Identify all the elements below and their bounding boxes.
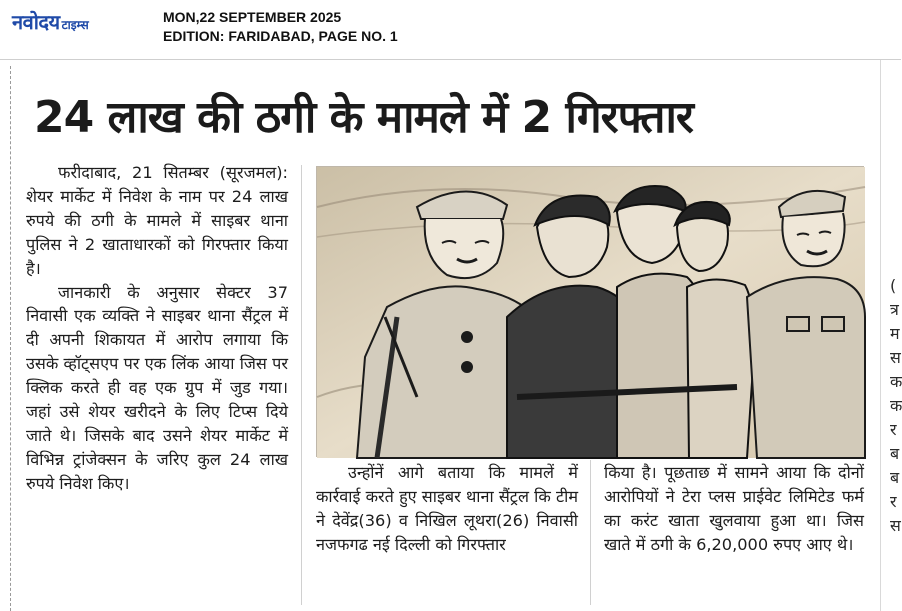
page-header <box>0 0 901 60</box>
article-column-right <box>604 461 864 557</box>
newspaper-logo[interactable] <box>12 8 89 32</box>
article-paragraph-3: उन्होंनें आगे बताया कि मामलें में कार्रवाई करते हुए साइबर थाना सैंट्रल कि टीम ने देवेंद्र(36) व निखिल लूथरा(26) निवासी नजफगढ नई दिल्ली को गिरफ्तार <box>316 463 578 554</box>
article-column-left <box>26 161 288 496</box>
article-headline: 24 लाख की ठगी के मामले में 2 गिरफ्तार <box>34 92 693 143</box>
edition-page: EDITION: FARIDABAD, PAGE NO. 1 <box>163 28 398 44</box>
article-paragraph-1: फरीदाबाद, 21 सितम्बर (सूरजमल): शेयर मार्केट में निवेश के नाम पर 24 लाख रुपये की ठगी के मामले में साइबर थाना पुलिस ने 2 खाताधारकों को गिरफ्तार किया है। <box>26 163 288 278</box>
adjacent-article-fragment: ( त्र म स क क र ब ब र स <box>890 276 902 535</box>
left-margin-rule <box>10 66 11 611</box>
article-paragraph-4: किया है। पूछताछ में सामने आया कि दोनों आरोपियों ने टेरा प्लस प्राईवेट लिमिटेड फर्म का करंट खाता खुलवाया हुआ था। जिस खाते में ठगी के 6,20,000 रुपए आए थे। <box>604 463 864 554</box>
article-paragraph-2: जानकारी के अनुसार सेक्टर 37 निवासी एक व्यक्ति ने साइबर थाना सैंट्रल में दी अपनी शिकायत में आरोप लगाया कि उसके व्हॉट्सएप पर एक लिंक आया जिस पर क्लिक करते ही वह एक ग्रुप में जुड गया। जहां उसे शेयर खरीदने के लिए टिप्स दिये जाते थे। जिसके बाद उसने शेयर मार्केट में विभिन्न ट्रांजेक्सन के जरिए कुल 24 लाख रुपये निवेश किए। <box>26 282 288 493</box>
column-divider <box>590 460 591 605</box>
article-illustration[interactable] <box>316 166 864 457</box>
police-arrest-illustration-icon <box>317 167 865 458</box>
logo-main-text: नवोदय <box>12 10 60 34</box>
newspaper-page <box>0 60 901 611</box>
right-column-rule <box>880 60 881 611</box>
logo-sub-text: टाइम्स <box>61 18 89 32</box>
column-divider <box>301 165 302 605</box>
issue-date: MON,22 SEPTEMBER 2025 <box>163 9 342 25</box>
article-column-middle <box>316 461 578 557</box>
edition-info <box>163 8 398 46</box>
